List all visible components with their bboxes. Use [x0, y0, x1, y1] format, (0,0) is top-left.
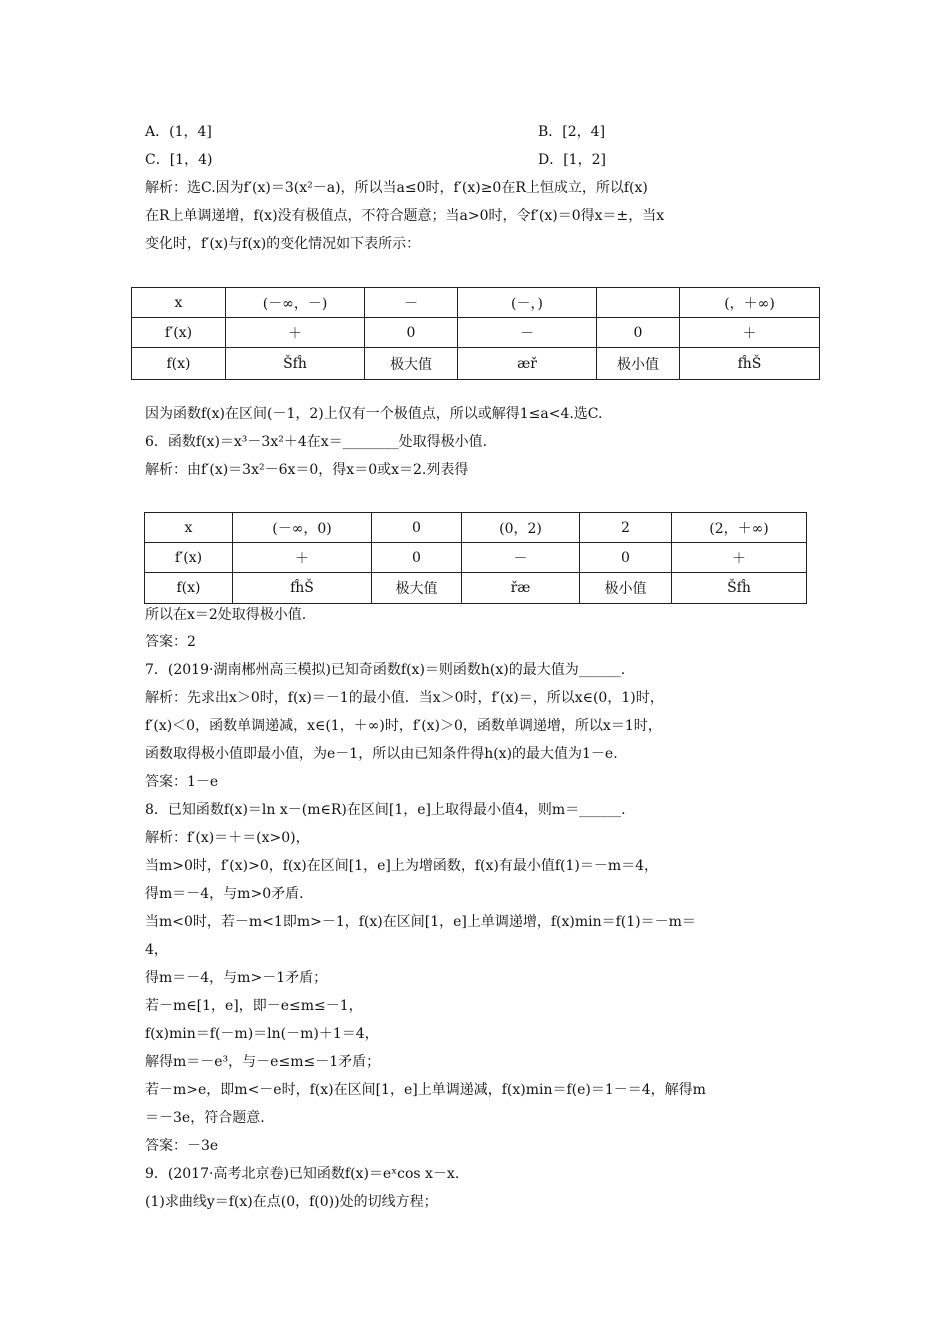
q7-analysis-line: 函数取得极小值即最小值，为e－1，所以由已知条件得h(x)的最大值为1－e. [145, 746, 618, 762]
table-cell: Šfĥ [226, 348, 365, 380]
table-cell: － [462, 543, 580, 573]
q7-question: 7．(2019·湖南郴州高三模拟)已知奇函数f(x)＝则函数h(x)的最大值为______. [145, 662, 626, 678]
table-cell: － [458, 318, 597, 348]
table-cell: ＋ [680, 318, 820, 348]
table-cell: － [365, 288, 458, 318]
variation-table-1 [131, 287, 820, 380]
table-cell: 极小值 [597, 348, 680, 380]
table-cell: x [145, 513, 233, 543]
table-cell: (2，＋∞) [672, 513, 807, 543]
q8-analysis-line: 若－m∈[1，e]，即－e≤m≤－1， [145, 998, 363, 1014]
table-cell: 极小值 [580, 573, 672, 604]
table-cell: (，＋∞) [680, 288, 820, 318]
q8-question: 8．已知函数f(x)＝ln x－(m∈R)在区间[1，e]上取得最小值4，则m＝______. [145, 802, 626, 818]
table-cell: 0 [580, 543, 672, 573]
table-cell: fĥŠ [233, 573, 372, 604]
table-cell: (－∞，－) [226, 288, 365, 318]
table-cell: (－，) [458, 288, 597, 318]
q9-part1: (1)求曲线y＝f(x)在点(0，f(0))处的切线方程； [145, 1194, 438, 1210]
q6-analysis: 解析：由f′(x)＝3x²－6x＝0，得x＝0或x＝2.列表得 [145, 462, 469, 478]
table-cell: 0 [372, 513, 462, 543]
table-cell: f(x) [145, 573, 233, 604]
table-cell: 极大值 [365, 348, 458, 380]
q5-conclusion: 因为函数f(x)在区间(－1，2)上仅有一个极值点，所以或解得1≤a<4.选C. [145, 406, 603, 422]
table-row [132, 288, 820, 318]
table-cell: 2 [580, 513, 672, 543]
table-cell: (－∞，0) [233, 513, 372, 543]
q5-analysis-line: 解析：选C.因为f′(x)＝3(x²－a)，所以当a≤0时，f′(x)≥0在R上恒成立，所以f(x) [145, 180, 648, 196]
q7-answer: 答案：1－e [145, 774, 219, 790]
q6-answer: 答案：2 [145, 634, 196, 650]
option-b: B．[2，4] [538, 124, 606, 140]
q8-answer: 答案：－3e [145, 1138, 219, 1154]
q6-conclusion: 所以在x＝2处取得极小值. [145, 607, 307, 623]
option-d: D．[1，2] [538, 152, 606, 168]
q7-analysis-line: f′(x)＜0，函数单调递减，x∈(1，＋∞)时，f′(x)＞0，函数单调递增，所以x＝1时， [145, 718, 662, 734]
table-cell: x [132, 288, 226, 318]
table-row [145, 573, 807, 604]
table-cell: f′(x) [145, 543, 233, 573]
q8-analysis-line: 解析：f′(x)＝＋＝(x>0)， [145, 830, 310, 846]
q5-analysis-line: 在R上单调递增，f(x)没有极值点，不符合题意；当a>0时，令f′(x)＝0得x＝±，当x [145, 208, 665, 224]
table-cell: fĥŠ [680, 348, 820, 380]
table-row [132, 348, 820, 380]
option-a: A．(1，4] [145, 124, 212, 140]
table-row [132, 318, 820, 348]
table-cell: ＋ [226, 318, 365, 348]
table-cell: Šfĥ [672, 573, 807, 604]
table-row [145, 513, 807, 543]
table-cell: 0 [597, 318, 680, 348]
table-cell: ＋ [672, 543, 807, 573]
q6-question: 6．函数f(x)＝x³－3x²＋4在x＝________处取得极小值. [145, 434, 488, 450]
variation-table-2 [144, 512, 807, 604]
table-cell: řæ [462, 573, 580, 604]
option-c: C．[1，4) [145, 152, 213, 168]
table-cell: f(x) [132, 348, 226, 380]
table-cell: 极大值 [372, 573, 462, 604]
table-cell: f′(x) [132, 318, 226, 348]
q8-analysis-line: 得m＝－4，与m>－1矛盾； [145, 970, 328, 986]
q8-analysis-line: 4， [145, 942, 168, 958]
q9-question: 9．(2017·高考北京卷)已知函数f(x)＝eˣcos x－x. [145, 1166, 460, 1182]
table-cell: ＋ [233, 543, 372, 573]
table-cell: 0 [372, 543, 462, 573]
table-cell: æř [458, 348, 597, 380]
q5-analysis-line: 变化时，f′(x)与f(x)的变化情况如下表所示： [145, 236, 421, 252]
q8-analysis-line: f(x)min＝f(－m)＝ln(－m)＋1＝4， [145, 1026, 379, 1042]
q8-analysis-line: 得m＝－4，与m>0矛盾. [145, 886, 304, 902]
table-cell [597, 288, 680, 318]
q7-analysis-line: 解析：先求出x＞0时，f(x)＝－1的最小值．当x＞0时，f′(x)＝，所以x∈(0，1)时， [145, 690, 664, 706]
table-row [145, 543, 807, 573]
q8-analysis-line: 若－m>e，即m<－e时，f(x)在区间[1，e]上单调递减，f(x)min＝f(e)＝1－＝4，解得m [145, 1082, 706, 1098]
q8-analysis-line: ＝－3e，符合题意. [145, 1110, 265, 1126]
q8-analysis-line: 解得m＝－e³，与－e≤m≤－1矛盾； [145, 1054, 381, 1070]
table-cell: (0，2) [462, 513, 580, 543]
q8-analysis-line: 当m<0时，若－m<1即m>－1，f(x)在区间[1，e]上单调递增，f(x)min＝f(1)＝－m＝ [145, 914, 696, 930]
q8-analysis-line: 当m>0时，f′(x)>0，f(x)在区间[1，e]上为增函数，f(x)有最小值f(1)＝－m＝4， [145, 858, 659, 874]
table-cell: 0 [365, 318, 458, 348]
